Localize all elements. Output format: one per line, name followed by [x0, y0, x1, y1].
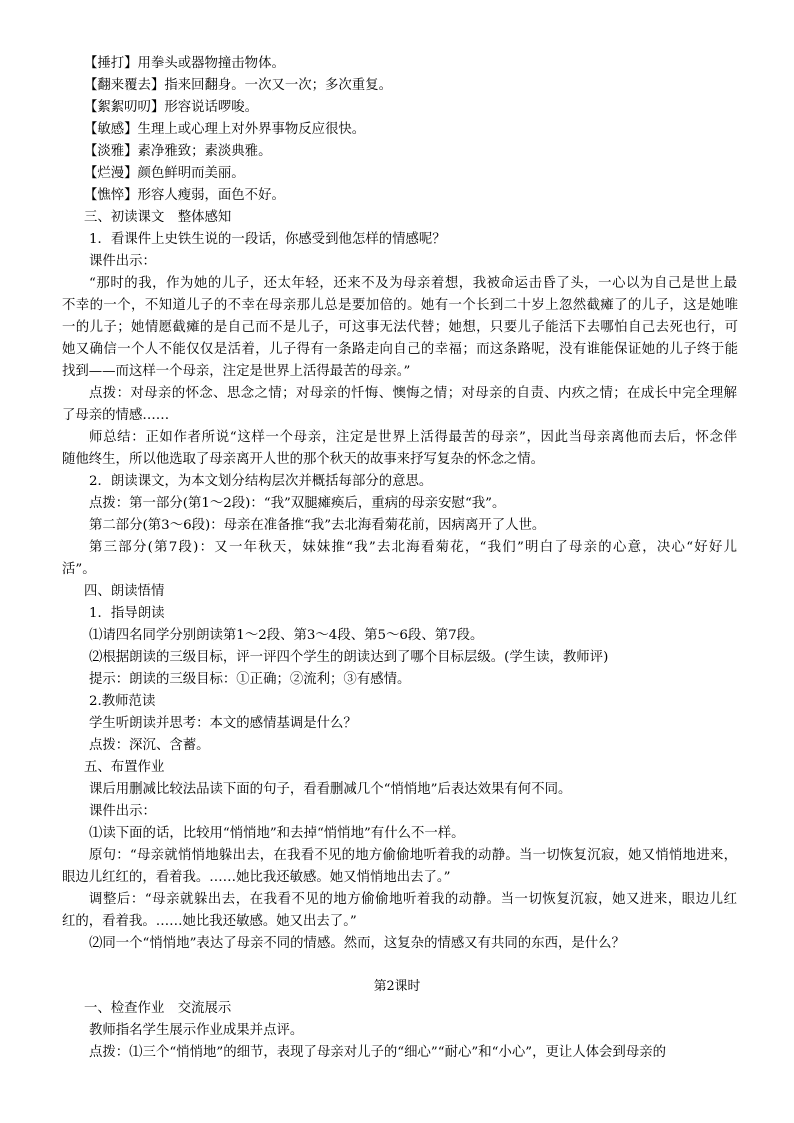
homework-item-2: ⑵同一个“悄悄地”表达了母亲不同的情感。然而，这复杂的情感又有共同的东西，是什么？: [89, 936, 625, 951]
lesson-2-hint: 点拨：⑴三个“悄悄地”的细节，表现了母亲对儿子的“细心”“耐心”和“小心”，更让人体会到母亲的: [89, 1045, 666, 1060]
courseware-label: 课件出示：: [89, 804, 156, 819]
question-1: 1．看课件上史铁生说的一段话，你感受到他怎样的情感呢？: [89, 232, 446, 247]
reading-goals: 提示：朗读的三级目标：①正确；②流利；③有感情。: [89, 672, 411, 687]
reading-guide: 1．指导朗读: [89, 606, 165, 621]
section-heading-4: 四、朗读悟情: [84, 584, 165, 599]
original-sentence: 原句：“母亲就悄悄地躲出去，在我看不见的地方偷偷地听着我的动静。当一切恢复沉寂，她又悄悄地进来，: [89, 848, 737, 863]
quote-line: “那时的我，作为她的儿子，还太年轻，还来不及为母亲着想，我被命运击昏了头，一心以为自己是世上最: [89, 276, 737, 291]
vocab-fanlaifuqu: 【翻来覆去】指来回翻身。一次又一次；多次重复。: [84, 78, 392, 93]
original-sentence: 眼边儿红红的，看着我。……她比我还敏感。她又悄悄地出去了。”: [62, 870, 451, 885]
task-2: 2．朗读课文，为本文划分结构层次并概括每部分的意思。: [89, 474, 433, 489]
quote-line: 一的儿子；她情愿截瘫的是自己而不是儿子，可这事无法代替；她想，只要儿子能活下去哪怕自己去死也行，可: [62, 320, 738, 335]
structure-part-3: 第三部分(第7段)：又一年秋天，妹妹推“我”去北海看菊花，“我们”明白了母亲的心意，决心“好好儿: [89, 540, 737, 555]
vocab-chuida: 【捶打】用拳头或器物撞击物体。: [84, 56, 285, 71]
vocab-qiaocui: 【憔悴】形容人瘦弱，面色不好。: [84, 188, 285, 203]
hint-line: 了母亲的情感……: [62, 408, 170, 423]
lesson-2-title: 第2课时: [373, 979, 421, 994]
section-heading-3: 三、初读课文 整体感知: [84, 210, 232, 225]
teacher-summary-line: 师总结：正如作者所说“这样一个母亲，注定是世界上活得最苦的母亲”，因此当母亲离他而去后，怀念伴: [89, 430, 737, 445]
vocab-danya: 【淡雅】素净雅致；素淡典雅。: [84, 144, 272, 159]
vocab-xuxudaodao: 【絮絮叨叨】形容说话啰唆。: [84, 100, 259, 115]
quote-line: 找到——而这样一个母亲，注定是世界上活得最苦的母亲。”: [62, 364, 411, 379]
lesson-2-section-1: 一、检查作业 交流展示: [84, 1001, 232, 1016]
reading-step-2: ⑵根据朗读的三级目标，评一评四个学生的朗读达到了哪个目标层级。(学生读，教师评): [89, 650, 609, 665]
reading-step-1: ⑴请四名同学分别朗读第1～2段、第3～4段、第5～6段、第7段。: [89, 628, 484, 643]
structure-part-3-end: 活”。: [62, 562, 96, 577]
courseware-label: 课件出示：: [89, 254, 156, 269]
vocab-lanman: 【烂漫】颜色鲜明而美丽。: [84, 166, 245, 181]
homework-instruction: 课后用删减比较法品读下面的句子，看看删减几个“悄悄地”后表达效果有何不同。: [89, 782, 572, 797]
quote-line: 不幸的一个，不知道儿子的不幸在母亲那儿总是要加倍的。她有一个长到二十岁上忽然截瘫了的儿子，这是她唯: [62, 298, 738, 313]
teacher-demo-reading: 2.教师范读: [89, 694, 156, 709]
structure-part-1: 点拨：第一部分(第1～2段)：“我”双腿瘫痪后，重病的母亲安慰“我”。: [89, 496, 506, 511]
tone-hint: 点拨：深沉、含蓄。: [89, 738, 210, 753]
vocab-mingan: 【敏感】生理上或心理上对外界事物反应很快。: [84, 122, 366, 137]
hint-line: 点拨：对母亲的怀念、思念之情；对母亲的忏悔、懊悔之情；对母亲的自责、内疚之情；在成长中完全理解: [89, 386, 737, 401]
lesson-2-instruction: 教师指名学生展示作业成果并点评。: [89, 1023, 304, 1038]
structure-part-2: 第二部分(第3～6段)：母亲在准备推“我”去北海看菊花前，因病离开了人世。: [89, 518, 546, 533]
section-heading-5: 五、布置作业: [84, 760, 165, 775]
teacher-summary-line: 随他终生，所以他选取了母亲离开人世的那个秋天的故事来抒写复杂的怀念之情。: [62, 452, 545, 467]
adjusted-sentence: 红的，看着我。……她比我还敏感。她又出去了。”: [62, 914, 357, 929]
quote-line: 她又确信一个人不能仅仅是活着，儿子得有一条路走向自己的幸福；而这条路呢，没有谁能保证她的儿子终于能: [62, 342, 738, 357]
adjusted-sentence: 调整后：“母亲就躲出去，在我看不见的地方偷偷地听着我的动静。当一切恢复沉寂，她又进来，眼边儿红: [89, 892, 737, 907]
student-question: 学生听朗读并思考：本文的感情基调是什么？: [89, 716, 357, 731]
homework-item-1: ⑴读下面的话，比较用“悄悄地”和去掉“悄悄地”有什么不一样。: [89, 826, 465, 841]
